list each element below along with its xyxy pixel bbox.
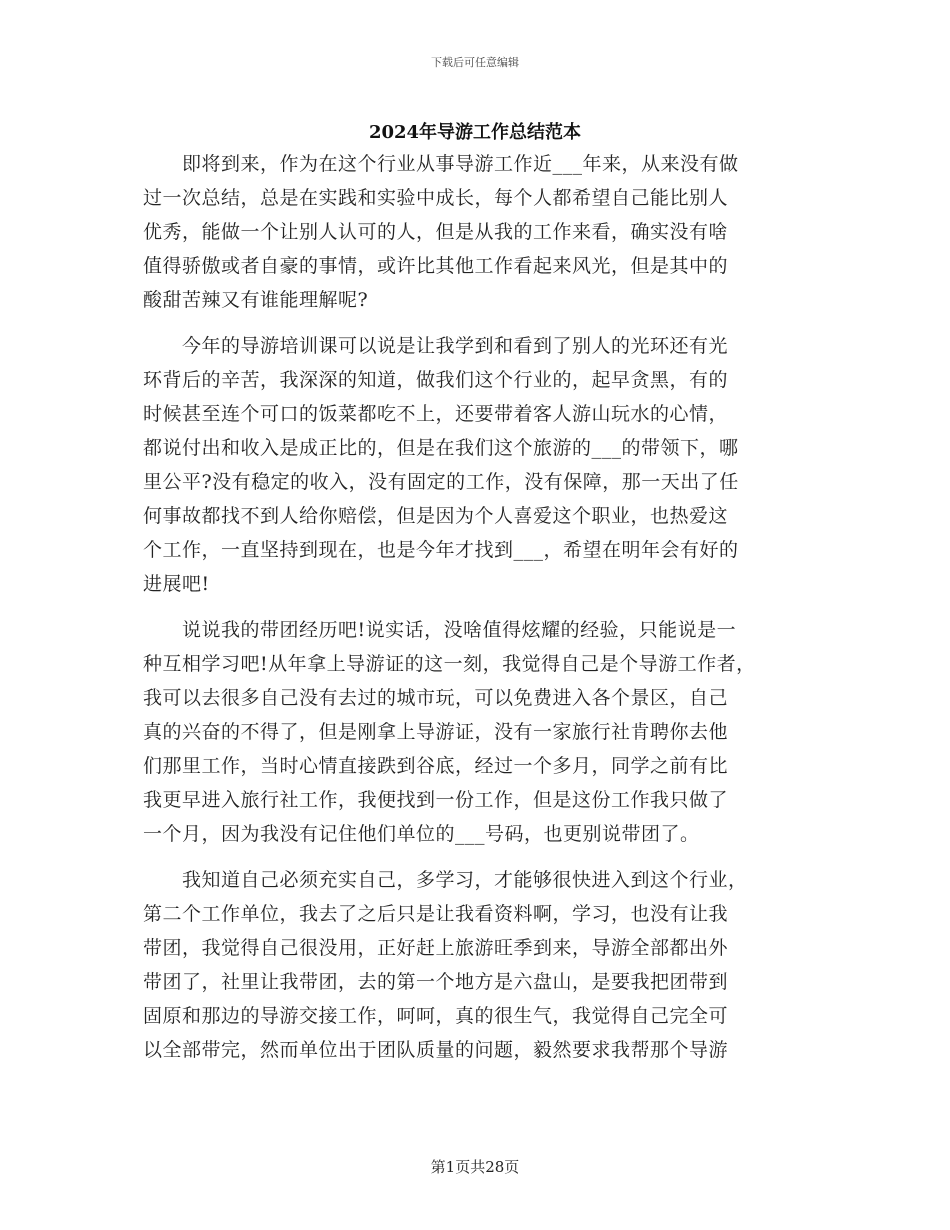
text-line: 说说我的带团经历吧!说实话，没啥值得炫耀的经验，只能说是一 (143, 619, 737, 641)
paragraph (143, 147, 818, 317)
text-line: 以全部带完，然而单位出于团队质量的问题，毅然要求我帮那个导游 (143, 1039, 729, 1061)
text-line: 时候甚至连个可口的饭菜都吃不上，还要带着客人游山玩水的心情， (143, 403, 729, 425)
text-line: 酸甜苦辣又有谁能理解呢? (143, 289, 369, 311)
text-line: 带团了，社里让我带团，去的第一个地方是六盘山，是要我把团带到 (143, 971, 729, 993)
paragraph (143, 613, 818, 851)
text-line: 何事故都找不到人给你赔偿，但是因为个人喜爱这个职业，也热爱这 (143, 505, 729, 527)
text-line: 一个月，因为我没有记住他们单位的___号码，也更别说带团了。 (143, 823, 700, 845)
text-line: 环背后的辛苦，我深深的知道，做我们这个行业的，起早贪黑，有的 (143, 369, 729, 391)
paragraph (143, 863, 818, 1067)
text-line: 个工作，一直坚持到现在，也是今年才找到___，希望在明年会有好的 (143, 539, 739, 561)
paragraph (143, 329, 818, 601)
text-line: 优秀，能做一个让别人认可的人，但是从我的工作来看，确实没有啥 (143, 221, 729, 243)
text-line: 里公平?没有稳定的收入，没有固定的工作，没有保障，那一天出了任 (143, 471, 739, 493)
text-line: 我知道自己必须充实自己，多学习，才能够很快进入到这个行业， (143, 869, 748, 891)
text-line: 都说付出和收入是成正比的，但是在我们这个旅游的___的带领下，哪 (143, 437, 739, 459)
document-title: 2024年导游工作总结范本 (368, 122, 582, 143)
text-line: 即将到来，作为在这个行业从事导游工作近___年来，从来没有做 (143, 153, 739, 175)
text-line: 今年的导游培训课可以说是让我学到和看到了别人的光环还有光 (143, 335, 729, 357)
page-footer: 第1页共28页 (430, 1158, 520, 1176)
text-line: 我可以去很多自己没有去过的城市玩，可以免费进入各个景区，自己 (143, 687, 729, 709)
page-header: 下载后可任意编辑 (431, 56, 519, 69)
text-line: 值得骄傲或者自豪的事情，或许比其他工作看起来风光，但是其中的 (143, 255, 729, 277)
text-line: 真的兴奋的不得了，但是刚拿上导游证，没有一家旅行社肯聘你去他 (143, 721, 729, 743)
text-line: 种互相学习吧!从年拿上导游证的这一刻，我觉得自己是个导游工作者， (143, 653, 756, 675)
text-line: 我更早进入旅行社工作，我便找到一份工作，但是这份工作我只做了 (143, 789, 729, 811)
text-line: 们那里工作，当时心情直接跌到谷底，经过一个多月，同学之前有比 (143, 755, 729, 777)
text-line: 带团，我觉得自己很没用，正好赶上旅游旺季到来，导游全部都出外 (143, 937, 729, 959)
text-line: 固原和那边的导游交接工作，呵呵，真的很生气，我觉得自己完全可 (143, 1005, 729, 1027)
text-line: 第二个工作单位，我去了之后只是让我看资料啊，学习，也没有让我 (143, 903, 729, 925)
text-line: 进展吧! (143, 573, 210, 595)
text-line: 过一次总结，总是在实践和实验中成长，每个人都希望自己能比别人 (143, 187, 729, 209)
document-body (143, 147, 818, 1067)
